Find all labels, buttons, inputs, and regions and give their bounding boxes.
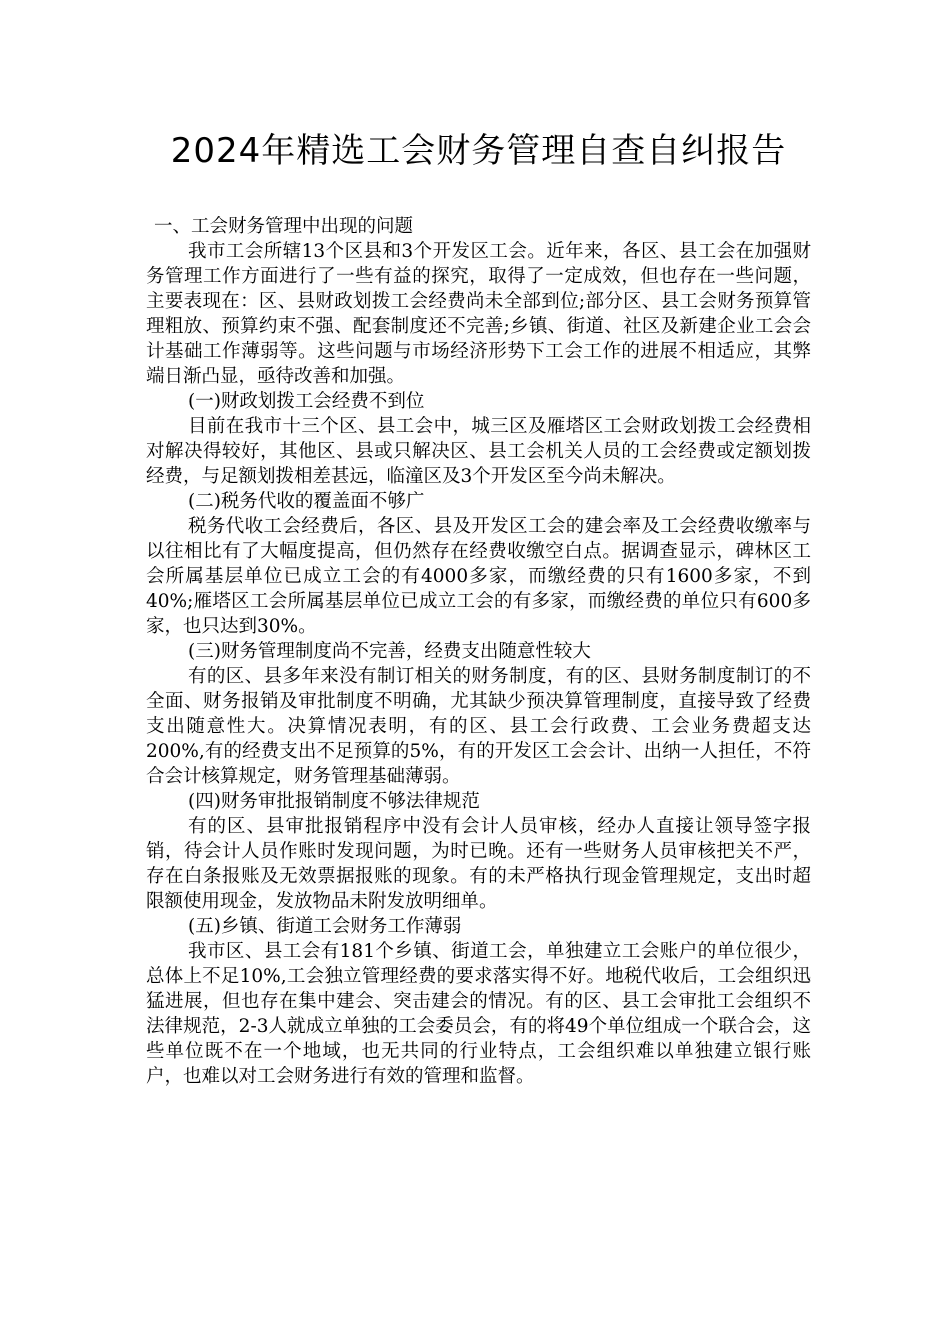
- subsection-body-5: 我市区、县工会有181个乡镇、街道工会，单独建立工会账户的单位很少，总体上不足10%,工会独立管理经费的要求落实得不好。地税代收后，工会组织迅猛进展，但也存在集中建会、突击建会的情况。有的区、县工会审批工会组织不法律规范，2-3人就成立单独的工会委员会，有的将49个单位组成一个联合会，这些单位既不在一个地域，也无共同的行业特点，工会组织难以单独建立银行账户，也难以对工会财务进行有效的管理和监督。: [146, 941, 811, 1087]
- document-page: [146, 126, 811, 1089]
- subsection-body-4: 有的区、县审批报销程序中没有会计人员审核，经办人直接让领导签字报销，待会计人员作账时发现问题，为时已晚。还有一些财务人员审核把关不严，存在白条报账及无效票据报账的现象。有的未严格执行现金管理规定，支出时超限额使用现金，发放物品未附发放明细单。: [146, 816, 811, 912]
- subsection-body-3: 有的区、县多年来没有制订相关的财务制度，有的区、县财务制度制订的不全面、财务报销及审批制度不明确，尤其缺少预决算管理制度，直接导致了经费支出随意性大。决算情况表明，有的区、县工会行政费、工会业务费超支达200%,有的经费支出不足预算的5%，有的开发区工会会计、出纳一人担任，不符合会计核算规定，财务管理基础薄弱。: [146, 666, 811, 787]
- subsection-heading-3: (三)财务管理制度尚不完善，经费支出随意性较大: [188, 641, 591, 662]
- subsection-heading-2: (二)税务代收的覆盖面不够广: [188, 491, 425, 512]
- subsection-heading-5: (五)乡镇、街道工会财务工作薄弱: [188, 916, 462, 937]
- subsection-body-1: 目前在我市十三个区、县工会中，城三区及雁塔区工会财政划拨工会经费相对解决得较好，其他区、县或只解决区、县工会机关人员的工会经费或定额划拨经费，与足额划拨相差甚远，临潼区及3个开发区至今尚未解决。: [146, 416, 811, 487]
- subsection-heading-1: (一)财政划拨工会经费不到位: [188, 391, 425, 412]
- subsection-body-2: 税务代收工会经费后，各区、县及开发区工会的建会率及工会经费收缴率与以往相比有了大幅度提高，但仍然存在经费收缴空白点。据调查显示，碑林区工会所属基层单位已成立工会的有4000多家，而缴经费的只有1600多家，不到40%;雁塔区工会所属基层单位已成立工会的有多家，而缴经费的单位只有600多家，也只达到30%。: [146, 516, 811, 637]
- subsection-heading-4: (四)财务审批报销制度不够法律规范: [188, 791, 480, 812]
- document-title: 2024年精选工会财务管理自查自纠报告: [170, 131, 787, 171]
- intro-paragraph: 我市工会所辖13个区县和3个开发区工会。近年来，各区、县工会在加强财务管理工作方面进行了一些有益的探究，取得了一定成效，但也存在一些问题，主要表现在：区、县财政划拨工会经费尚未全部到位;部分区、县工会财务预算管理粗放、预算约束不强、配套制度还不完善;乡镇、街道、社区及新建企业工会会计基础工作薄弱等。这些问题与市场经济形势下工会工作的进展不相适应，其弊端日渐凸显，亟待改善和加强。: [146, 241, 811, 387]
- section-heading: 一、工会财务管理中出现的问题: [154, 216, 414, 237]
